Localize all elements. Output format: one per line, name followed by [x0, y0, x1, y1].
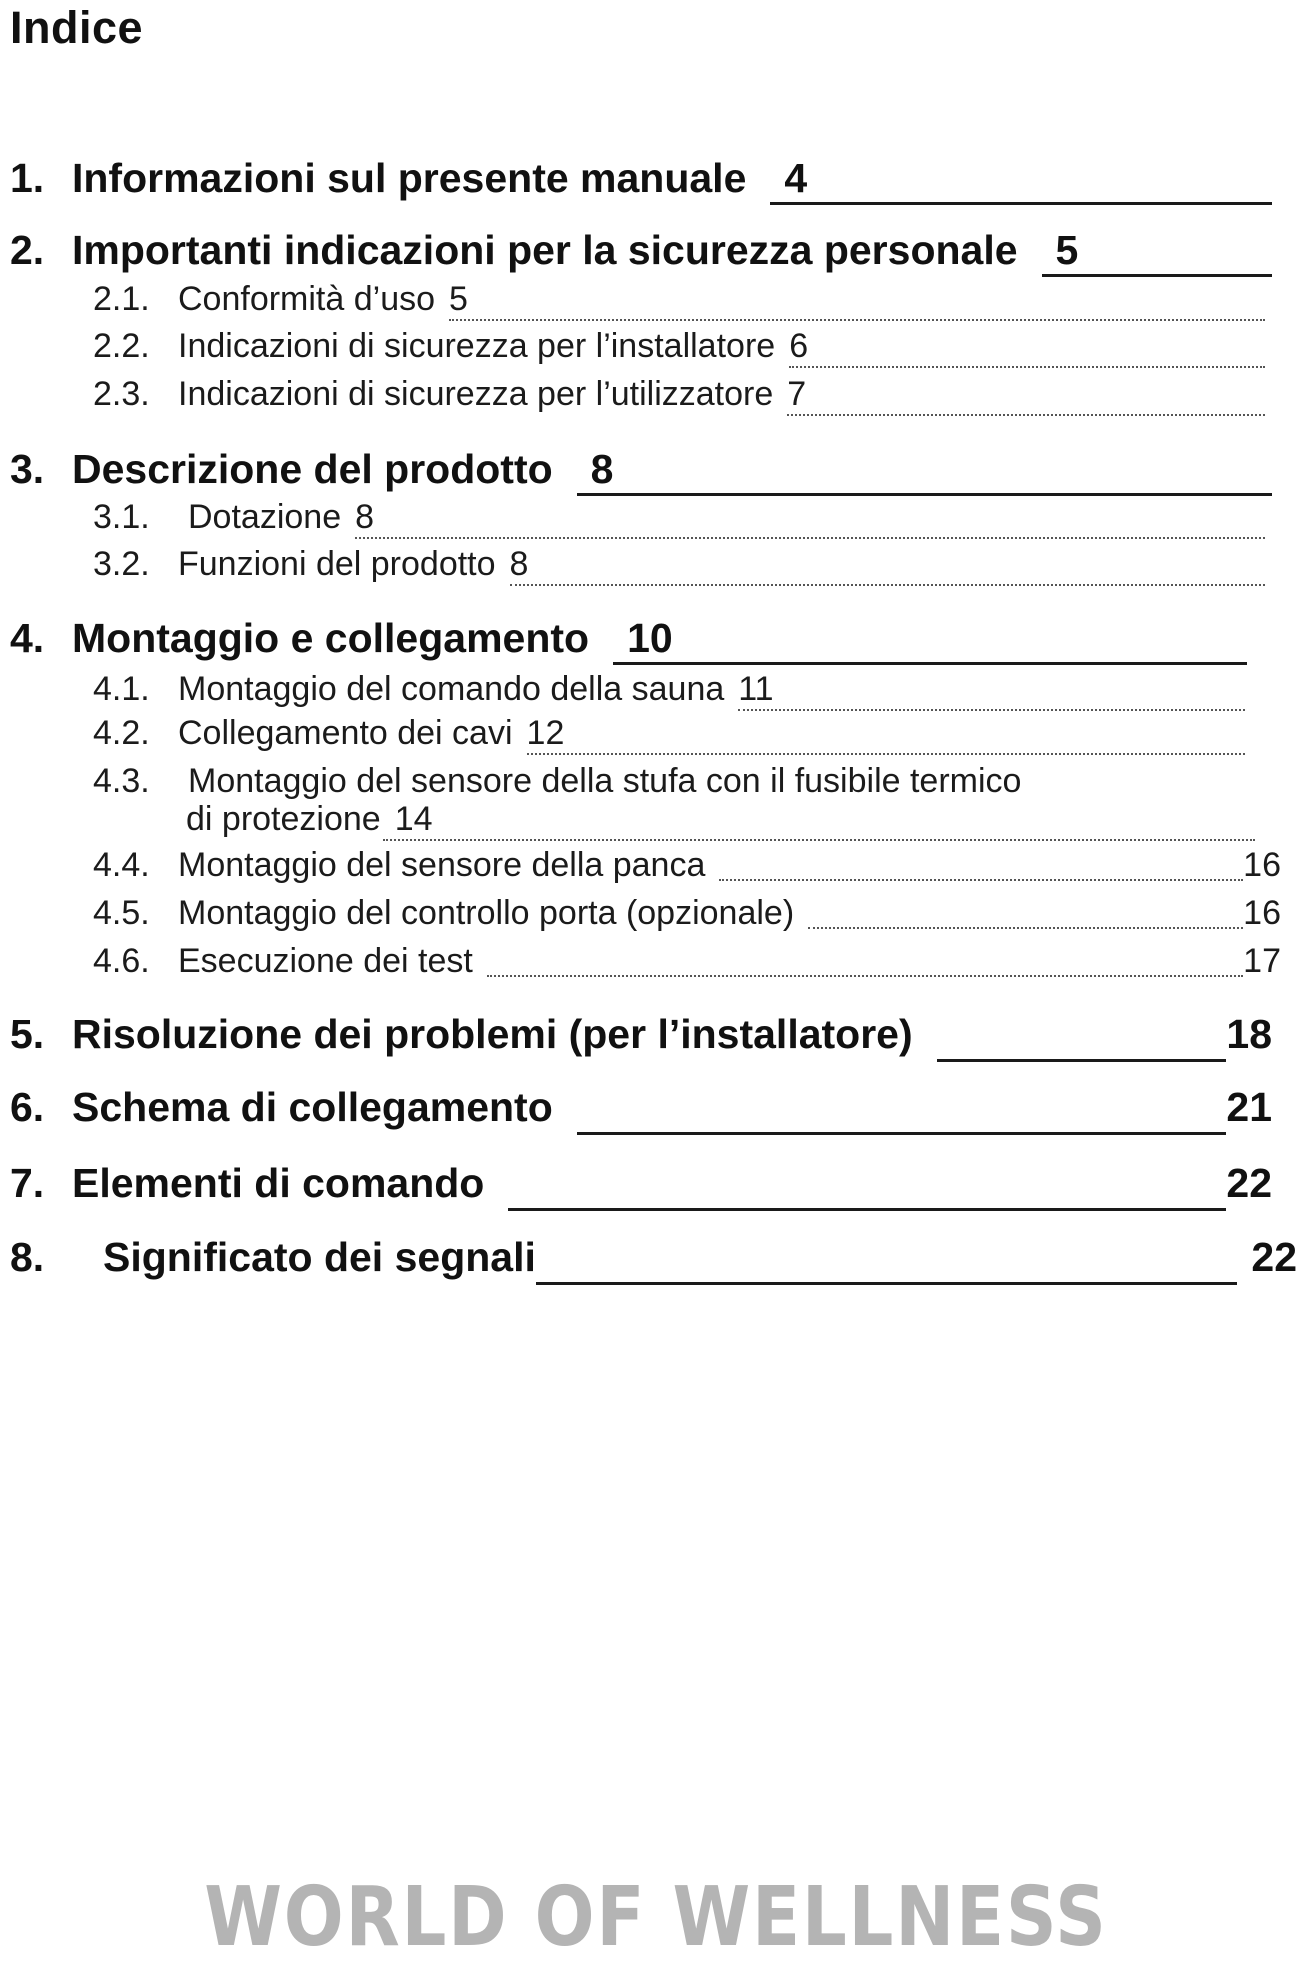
toc-entry-label: Descrizione del prodotto	[72, 446, 553, 492]
toc-subentry-3-1[interactable]	[93, 498, 1265, 541]
toc-dot-leader	[487, 975, 1243, 977]
toc-dot-leader	[719, 879, 1243, 881]
toc-subentry-number: 4.4.	[93, 846, 150, 884]
toc-subentry-label: Indicazioni di sicurezza per l’installatore	[178, 327, 776, 365]
toc-entry-label: Importanti indicazioni per la sicurezza personale	[72, 227, 1018, 273]
toc-entry-label: Montaggio e collegamento	[72, 615, 590, 661]
toc-leader-line	[937, 1059, 1227, 1062]
toc-subentry-4-3[interactable]	[93, 762, 1265, 801]
toc-subentry-page: 12	[526, 714, 565, 752]
toc-subentry-page: 7	[787, 375, 807, 413]
toc-subentry-2-2[interactable]	[93, 327, 1265, 370]
toc-subentry-number: 2.2.	[93, 327, 150, 365]
toc-entry-label: Elementi di comando	[72, 1160, 485, 1206]
toc-entry-3[interactable]	[10, 446, 1272, 496]
toc-subentry-4-2[interactable]	[93, 714, 1245, 757]
toc-entry-number: 1.	[10, 155, 45, 201]
toc-entry-2[interactable]	[10, 227, 1272, 277]
toc-entry-page: 10	[627, 615, 673, 661]
toc-entry-8[interactable]	[10, 1234, 1297, 1281]
toc-subentry-label: Montaggio del sensore della panca	[178, 846, 706, 884]
toc-subentry-label: Funzioni del prodotto	[178, 545, 496, 583]
toc-subentry-page: 8	[509, 545, 529, 583]
toc-entry-page: 5	[1055, 227, 1079, 273]
toc-entry-label: Informazioni sul presente manuale	[72, 155, 747, 201]
toc-entry-7[interactable]	[10, 1160, 1272, 1207]
toc-entry-label: Significato dei segnali	[103, 1234, 536, 1280]
toc-subentry-number: 3.2.	[93, 545, 150, 583]
toc-leader-line	[577, 1132, 1227, 1135]
toc-subentry-label: Collegamento dei cavi	[178, 714, 513, 752]
toc-subentry-2-1[interactable]	[93, 280, 1265, 323]
toc-subentry-number: 2.1.	[93, 280, 150, 318]
toc-entry-5[interactable]	[10, 1011, 1272, 1058]
toc-subentry-number: 4.3.	[93, 762, 150, 800]
toc-subentry-number: 2.3.	[93, 375, 150, 413]
brand-watermark: WORLD OF WELLNESS	[204, 1870, 1108, 1965]
toc-entry-6[interactable]	[10, 1084, 1272, 1131]
toc-subentry-label-continued: di protezione	[186, 800, 381, 838]
toc-subentry-page: 11	[738, 670, 774, 708]
toc-entry-page: 22	[1251, 1234, 1297, 1280]
toc-entry-1[interactable]	[10, 155, 1272, 205]
toc-subentry-page: 16	[1243, 894, 1281, 932]
toc-subentry-number: 4.5.	[93, 894, 150, 932]
toc-subentry-page: 6	[789, 327, 809, 365]
toc-subentry-4-6[interactable]	[93, 942, 1281, 981]
toc-subentry-page: 17	[1243, 942, 1281, 980]
toc-entry-4[interactable]	[10, 615, 1247, 665]
toc-subentry-label: Esecuzione dei test	[178, 942, 473, 980]
toc-subentry-label: Montaggio del sensore della stufa con il fusibile termico	[188, 762, 1022, 800]
toc-leader-line	[536, 1282, 1238, 1285]
toc-entry-number: 7.	[10, 1160, 45, 1206]
toc-subentry-4-3-continued[interactable]	[186, 800, 1255, 843]
page-title: Indice	[10, 2, 144, 53]
toc-subentry-number: 4.6.	[93, 942, 150, 980]
toc-subentry-page: 14	[394, 800, 433, 838]
toc-entry-number: 5.	[10, 1011, 45, 1057]
toc-entry-number: 8.	[10, 1234, 45, 1280]
toc-subentry-3-2[interactable]	[93, 545, 1265, 588]
toc-subentry-page: 8	[355, 498, 375, 536]
toc-entry-label: Risoluzione dei problemi (per l’installatore)	[72, 1011, 913, 1057]
toc-entry-page: 18	[1226, 1011, 1272, 1057]
toc-subentry-label: Montaggio del controllo porta (opzionale)	[178, 894, 795, 932]
toc-entry-number: 6.	[10, 1084, 45, 1130]
toc-subentry-4-1[interactable]	[93, 670, 1245, 713]
toc-entry-label: Schema di collegamento	[72, 1084, 553, 1130]
toc-entry-number: 3.	[10, 446, 45, 492]
toc-subentry-page: 16	[1243, 846, 1281, 884]
toc-subentry-label: Montaggio del comando della sauna	[178, 670, 725, 708]
toc-entry-number: 4.	[10, 615, 45, 661]
toc-entry-page: 8	[590, 446, 614, 492]
toc-subentry-number: 4.1.	[93, 670, 150, 708]
toc-entry-page: 22	[1226, 1160, 1272, 1206]
toc-subentry-number: 3.1.	[93, 498, 150, 536]
toc-leader-line	[508, 1208, 1226, 1211]
toc-entry-number: 2.	[10, 227, 45, 273]
toc-entry-page: 21	[1226, 1084, 1272, 1130]
toc-subentry-page: 5	[449, 280, 468, 318]
toc-subentry-label: Dotazione	[188, 498, 342, 536]
toc-subentry-4-5[interactable]	[93, 894, 1281, 933]
toc-subentry-label: Conformità d’uso	[178, 280, 436, 318]
toc-entry-page: 4	[784, 155, 808, 201]
toc-subentry-label: Indicazioni di sicurezza per l’utilizzatore	[178, 375, 774, 413]
toc-dot-leader	[808, 927, 1243, 929]
toc-subentry-2-3[interactable]	[93, 375, 1265, 418]
toc-subentry-number: 4.2.	[93, 714, 150, 752]
toc-subentry-4-4[interactable]	[93, 846, 1281, 885]
